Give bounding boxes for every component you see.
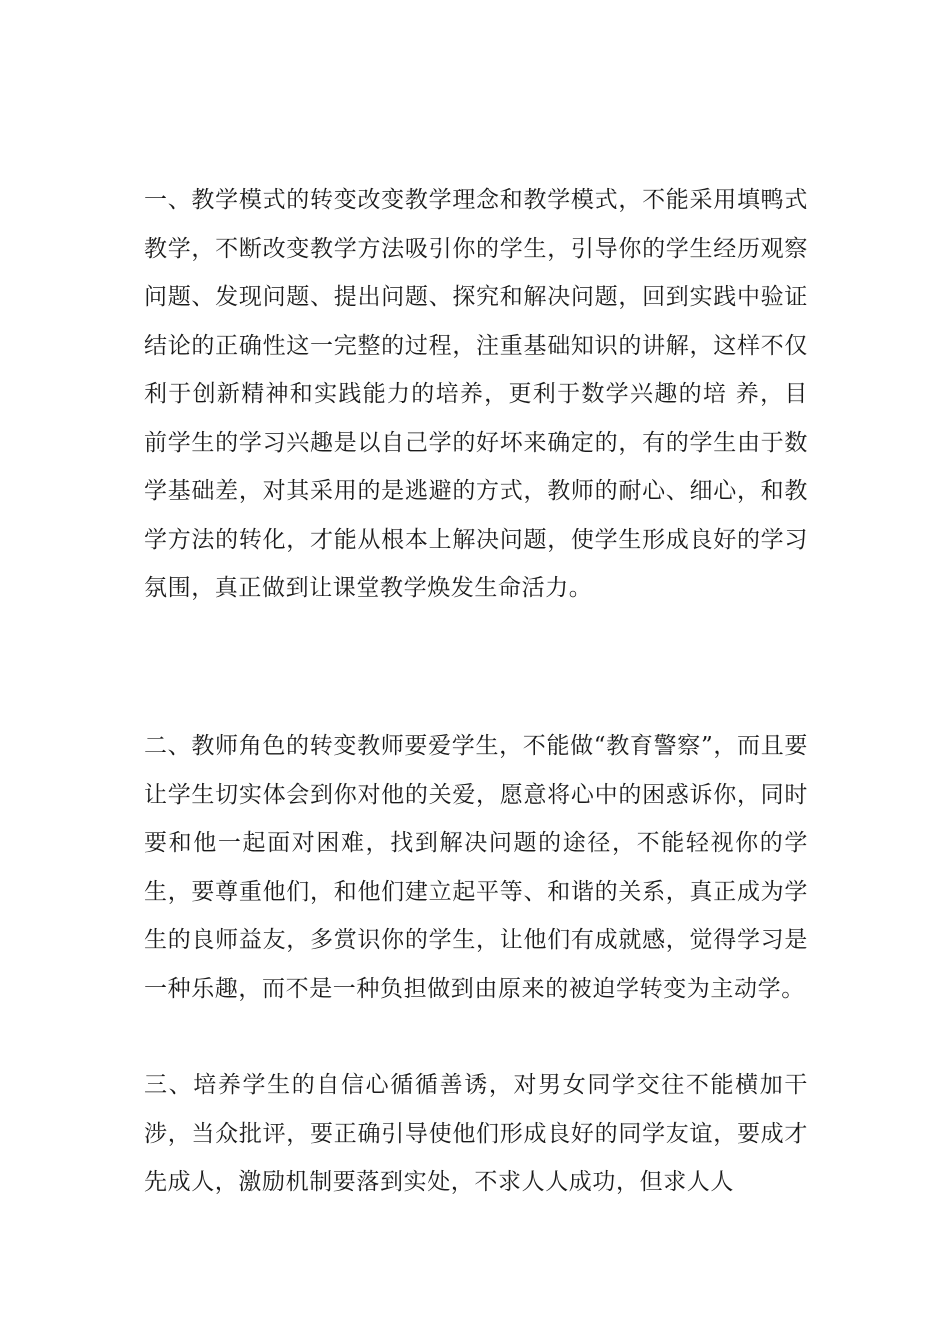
paragraph-student-confidence: 三、培养学生的自信心循循善诱，对男女同学交往不能横加干涉，当众批评，要正确引导使他们形成良好的同学友谊，要成才先成人，激励机制要落到实处，不求人人成功，但求人人	[144, 1072, 808, 1195]
paragraph-teaching-mode: 一、教学模式的转变改变教学理念和教学模式，不能采用填鸭式教学，不断改变教学方法吸引你的学生，引导你的学生经历观察问题、发现问题、提出问题、探究和解决问题，回到实践中验证结论的正确性这一完整的过程，注重基础知识的讲解，这样不仅利于创新精神和实践能力的培养，更利于数学兴趣的培 养，目前学生的学习兴趣是以自己学的好坏来确定的，有的学生由于数学基础差，对其采用的是逃避的方式，教师的耐心、细心，和教学方法的转化，才能从根本上解决问题，使学生形成良好的学习氛围，真正做到让课堂教学焕发生命活力。	[144, 187, 808, 601]
paragraph-teacher-role: 二、教师角色的转变教师要爱学生，不能做“教育警察”，而且要让学生切实体会到你对他的关爱，愿意将心中的困惑诉你，同时要和他一起面对困难，找到解决问题的途径，不能轻视你的学生，要尊重他们，和他们建立起平等、和谐的关系，真正成为学生的良师益友，多赏识你的学生，让他们有成就感，觉得学习是一种乐趣，而不是一种负担做到由原来的被迫学转变为主动学。	[144, 733, 808, 1002]
